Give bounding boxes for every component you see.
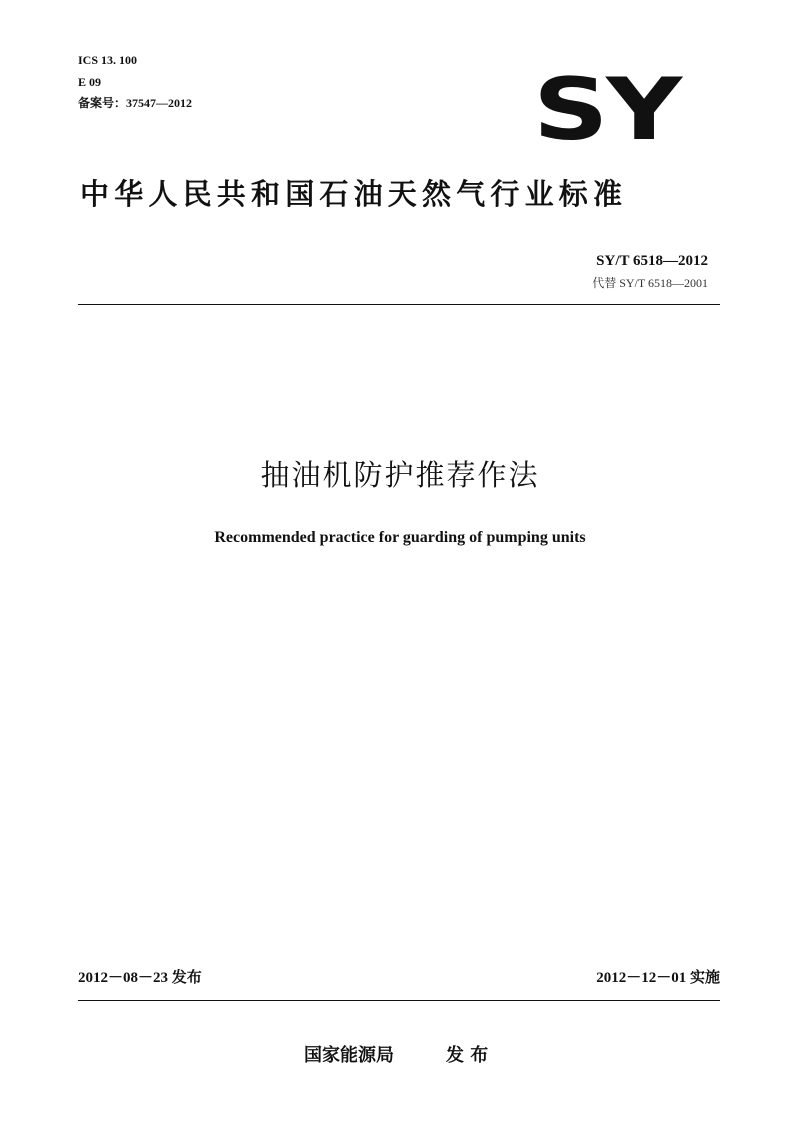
ics-code: ICS 13. 100 <box>78 53 138 67</box>
sy-logo: SY <box>533 60 680 160</box>
issuer-action: 发 布 <box>446 1045 489 1066</box>
replaces-standard: 代替 SY/T 6518—2001 <box>592 276 708 290</box>
category-code: E 09 <box>78 75 102 89</box>
org-title: 中华人民共和国石油天然气行业标准 <box>80 177 628 211</box>
document-title-cn: 抽油机防护推荐作法 <box>260 458 540 492</box>
filing-number: 备案号：37547—2012 <box>78 96 193 110</box>
header-divider <box>78 304 720 305</box>
issuer-name: 国家能源局 <box>304 1045 394 1066</box>
standard-number: SY/T 6518—2012 <box>596 253 708 269</box>
document-title-en: Recommended practice for guarding of pumping units <box>214 529 586 546</box>
footer-divider <box>78 1000 720 1001</box>
effective-date: 2012－12－01 实施 <box>596 970 720 986</box>
issue-date: 2012－08－23 发布 <box>78 970 202 986</box>
